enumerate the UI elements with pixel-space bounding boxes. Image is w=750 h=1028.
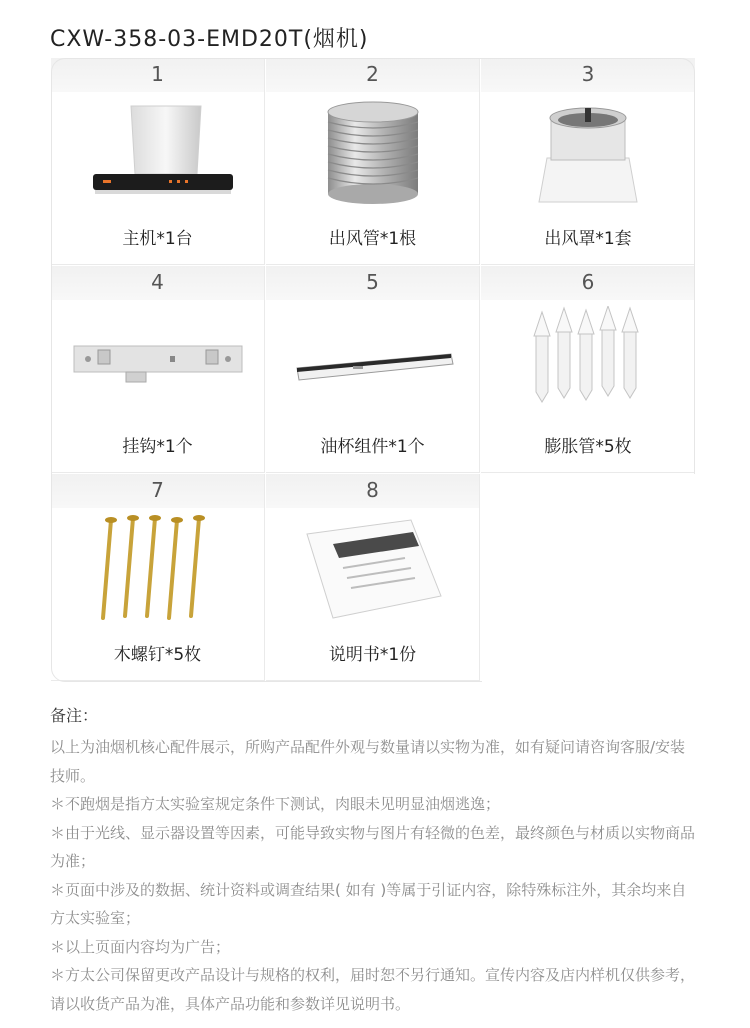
- accessory-number: 3: [581, 62, 595, 86]
- note-line: 以上为油烟机核心配件展示，所购产品配件外观与数量请以实物为准，如有疑问请咨询客服/安装技师。: [50, 738, 686, 785]
- range-hood-image: [51, 98, 264, 218]
- accessory-number: 7: [151, 478, 164, 502]
- note-line: ＊以上页面内容均为广告；: [50, 937, 231, 956]
- expansion-tubes-image: [481, 306, 695, 426]
- accessory-card-expansion-tube: [481, 266, 695, 473]
- notes-body: [50, 733, 700, 1018]
- notes-heading: 备注：: [50, 706, 99, 725]
- note-line: ＊页面中涉及的数据、统计资料或调查结果( 如有 )等属于引证内容，除特殊标注外，其余均来自方太实验室；: [50, 880, 687, 927]
- manual-booklet-image: [266, 514, 479, 634]
- accessory-label: 出风罩*1套: [544, 229, 632, 249]
- accessory-card-exhaust-pipe: [266, 58, 480, 265]
- accessory-label: 说明书*1份: [328, 645, 417, 665]
- wood-screws-image: [51, 514, 264, 634]
- accessory-card-outlet-cover: [481, 58, 695, 265]
- accessory-number: 6: [581, 270, 595, 294]
- note-line: ＊不跑烟是指方太实验室规定条件下测试，肉眼未见明显油烟逃逸；: [50, 795, 501, 813]
- hook-bracket-image: [51, 306, 264, 426]
- page-title: CXW-358-03-EMD20T(烟机): [50, 27, 369, 52]
- note-line: ＊方太公司保留更改产品设计与规格的权利，届时恕不另行通知。宣传内容及店内样机仅供参考，请以收货产品为准，具体产品功能和参数详见说明书。: [50, 966, 696, 1013]
- accessory-number: 2: [366, 62, 379, 86]
- accessory-label: 木螺钉*5枚: [113, 645, 202, 665]
- accessory-card-manual: [266, 474, 480, 681]
- accessory-label: 油杯组件*1个: [320, 437, 425, 457]
- accessory-card-oil-cup: [266, 266, 480, 473]
- accessory-label: 膨胀管*5枚: [544, 437, 632, 457]
- accessory-card-main-unit: [51, 58, 265, 265]
- accessory-label: 挂钩*1个: [122, 437, 193, 457]
- accessory-number: 8: [366, 478, 379, 502]
- exhaust-pipe-image: [266, 98, 479, 218]
- accessory-number: 1: [151, 62, 164, 86]
- oil-cup-image: [266, 306, 479, 426]
- outlet-cover-image: [481, 98, 695, 218]
- accessory-number: 5: [366, 270, 379, 294]
- note-line: ＊由于光线、显示器设置等因素，可能导致实物与图片有轻微的色差，最终颜色与材质以实物商品为准；: [50, 823, 696, 870]
- accessory-label: 出风管*1根: [328, 229, 417, 249]
- accessory-number: 4: [151, 270, 164, 294]
- accessory-card-hook: [51, 266, 265, 473]
- accessory-label: 主机*1台: [122, 229, 193, 249]
- accessory-card-wood-screw: [51, 474, 265, 681]
